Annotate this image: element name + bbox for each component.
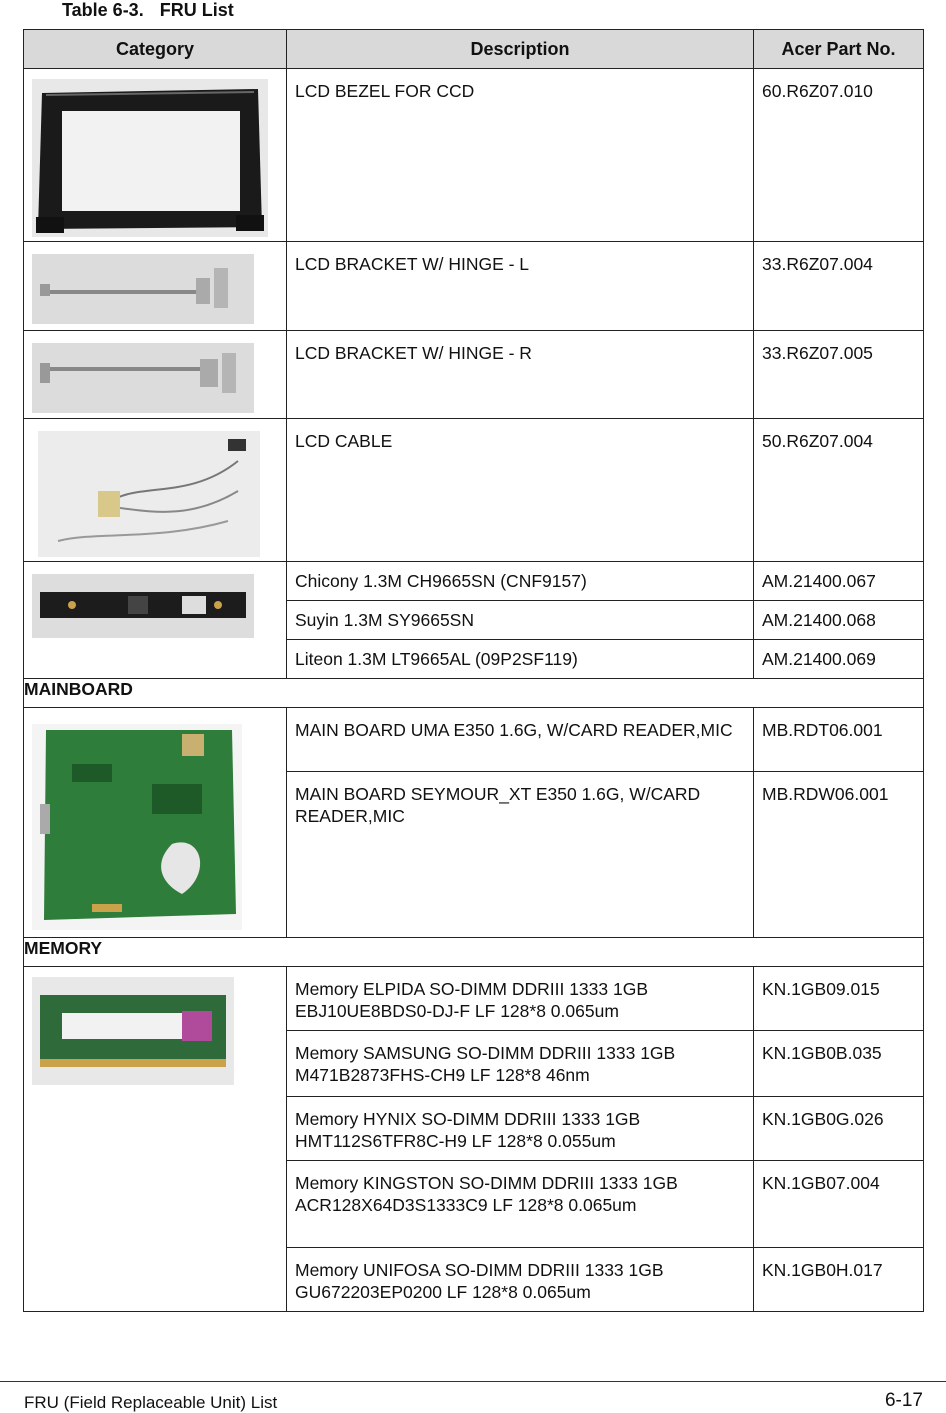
header-description: Description	[287, 30, 754, 69]
mainboard-part-no: MB.RDW06.001	[754, 772, 924, 938]
memory-part-no: KN.1GB09.015	[754, 967, 924, 1031]
mainboard-description: MAIN BOARD UMA E350 1.6G, W/CARD READER,MIC	[287, 708, 754, 772]
section-row	[24, 679, 924, 708]
lcd-part-no: 50.R6Z07.004	[754, 419, 924, 562]
memory-image	[24, 967, 287, 1312]
mainboard-part-no: MB.RDT06.001	[754, 708, 924, 772]
header-category: Category	[24, 30, 287, 69]
lcd-description: LCD BEZEL FOR CCD	[287, 69, 754, 242]
table-row	[24, 708, 924, 772]
table-caption	[62, 0, 234, 21]
table-number: Table 6-3.	[62, 0, 144, 20]
lcd-description: LCD BRACKET W/ HINGE - R	[287, 331, 754, 419]
memory-section-label: MEMORY	[24, 938, 924, 967]
camera-description: Suyin 1.3M SY9665SN	[287, 601, 754, 640]
memory-part-no: KN.1GB0H.017	[754, 1248, 924, 1312]
lcd-description: LCD BRACKET W/ HINGE - L	[287, 242, 754, 331]
camera-description: Liteon 1.3M LT9665AL (09P2SF119)	[287, 640, 754, 679]
camera-description: Chicony 1.3M CH9665SN (CNF9157)	[287, 562, 754, 601]
footer-rule	[0, 1381, 946, 1382]
table-title: FRU List	[159, 0, 234, 20]
mainboard-description: MAIN BOARD SEYMOUR_XT E350 1.6G, W/CARD READER,MIC	[287, 772, 754, 938]
memory-description: Memory HYNIX SO-DIMM DDRIII 1333 1GB HMT112S6TFR8C-H9 LF 128*8 0.055um	[287, 1097, 754, 1161]
mainboard-image	[24, 708, 287, 938]
hinge-right-image	[24, 331, 287, 419]
memory-description: Memory SAMSUNG SO-DIMM DDRIII 1333 1GB M471B2873FHS-CH9 LF 128*8 46nm	[287, 1031, 754, 1097]
memory-description: Memory ELPIDA SO-DIMM DDRIII 1333 1GB EBJ10UE8BDS0-DJ-F LF 128*8 0.065um	[287, 967, 754, 1031]
table-row	[24, 419, 924, 562]
camera-part-no: AM.21400.069	[754, 640, 924, 679]
table-row	[24, 331, 924, 419]
lcd-part-no: 33.R6Z07.004	[754, 242, 924, 331]
memory-part-no: KN.1GB0G.026	[754, 1097, 924, 1161]
header-row	[24, 30, 924, 69]
section-row	[24, 938, 924, 967]
header-part-no: Acer Part No.	[754, 30, 924, 69]
lcd-bezel-image	[24, 69, 287, 242]
lcd-part-no: 33.R6Z07.005	[754, 331, 924, 419]
table-row	[24, 242, 924, 331]
mainboard-section-label: MAINBOARD	[24, 679, 924, 708]
table-row	[24, 69, 924, 242]
lcd-description: LCD CABLE	[287, 419, 754, 562]
camera-part-no: AM.21400.068	[754, 601, 924, 640]
memory-description: Memory KINGSTON SO-DIMM DDRIII 1333 1GB ACR128X64D3S1333C9 LF 128*8 0.065um	[287, 1161, 754, 1248]
page-number: 6-17	[884, 1390, 923, 1411]
memory-part-no: KN.1GB07.004	[754, 1161, 924, 1248]
hinge-left-image	[24, 242, 287, 331]
lcd-part-no: 60.R6Z07.010	[754, 69, 924, 242]
memory-part-no: KN.1GB0B.035	[754, 1031, 924, 1097]
camera-part-no: AM.21400.067	[754, 562, 924, 601]
lcd-cable-image	[24, 419, 287, 562]
footer-title: FRU (Field Replaceable Unit) List	[24, 1393, 278, 1412]
table-row	[24, 562, 924, 601]
camera-image	[24, 562, 287, 679]
memory-description: Memory UNIFOSA SO-DIMM DDRIII 1333 1GB GU672203EP0200 LF 128*8 0.065um	[287, 1248, 754, 1312]
fru-table	[23, 29, 924, 1312]
table-row	[24, 967, 924, 1031]
